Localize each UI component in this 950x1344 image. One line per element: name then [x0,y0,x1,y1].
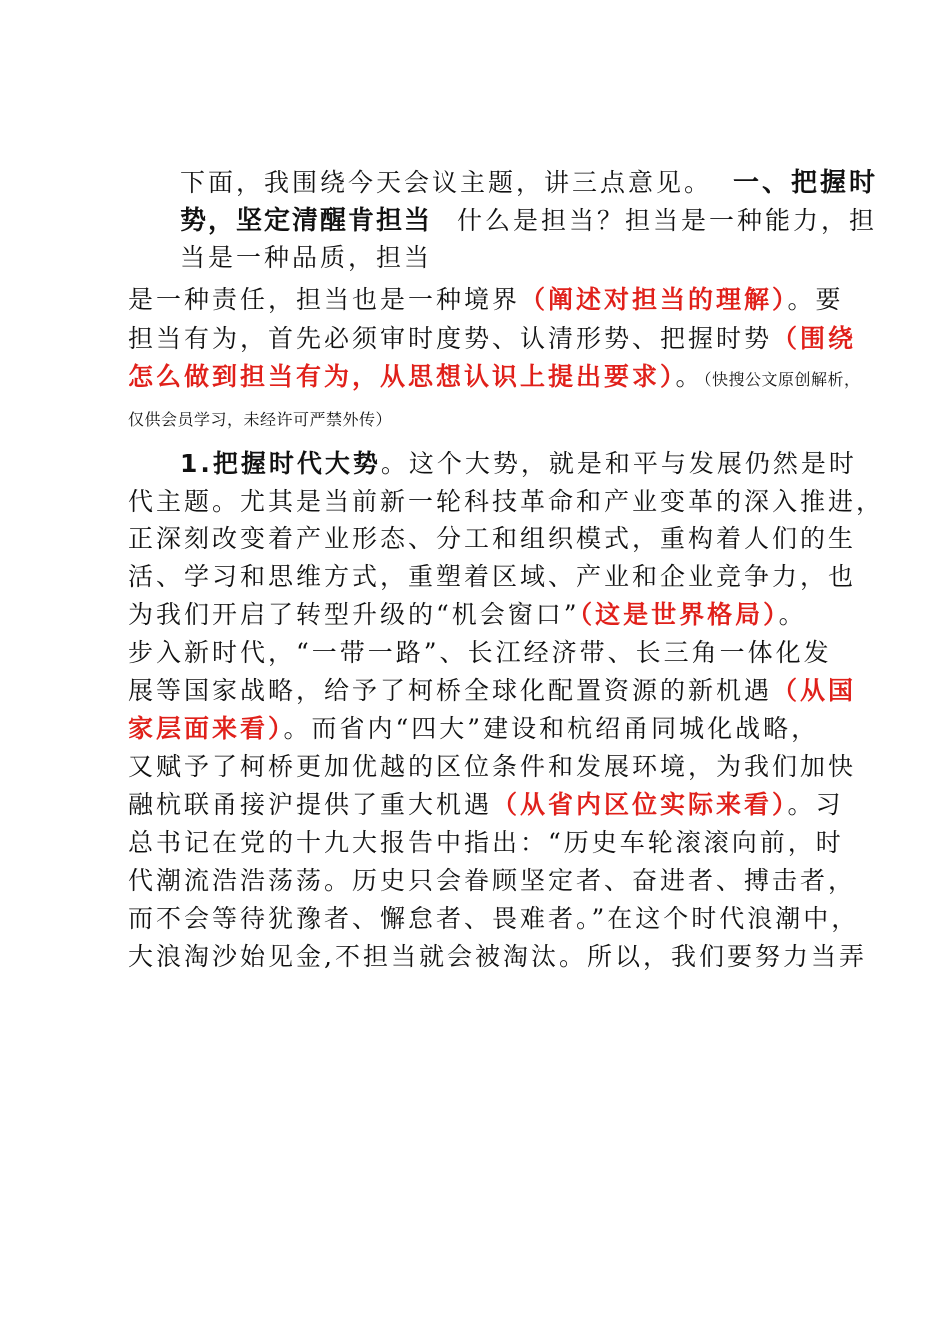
p2-line-12-text: 代潮流浩浩荡荡。历史只会眷顾坚定者、奋进者、搏击者， [128,866,857,895]
p2-line-12 [128,863,856,899]
annotation-national-level-part1: （从国 [772,676,857,705]
p2-line-1-text: 。这个大势，就是和平与发展仍然是时 [380,449,857,478]
p2-line-4-text: 活、学习和思维方式，重塑着区域、产业和企业竞争力，也 [128,562,857,591]
p2-line-8-text: 。而省内“四大”建设和杭绍甬同城化战略， [283,714,820,743]
p1-line-6 [128,359,861,398]
section-heading-1-part1: 一、把握时 [732,168,878,198]
p2-line-10 [128,787,844,823]
copyright-note-part1: （快搜公文原创解析， [703,370,861,389]
section-heading-1-part2: 势，坚定清醒肯担当 [180,206,433,236]
p2-line-10-text: 融杭联甬接沪提供了重大机遇 [128,790,493,819]
p2-line-13 [128,901,859,937]
p2-line-3 [128,521,856,557]
p2-line-4 [128,559,856,595]
p1-line-2 [180,203,877,239]
p1-line-3 [180,240,432,276]
p2-line-5-tail: 。 [778,600,807,629]
annotation-world-pattern: （这是世界格局） [579,600,779,629]
p2-line-7-text: 展等国家战略，给予了柯桥全球化配置资源的新机遇 [128,676,773,705]
annotation-requirements-part2: 怎么做到担当有为，从思想认识上提出要求） [128,362,676,391]
p2-line-2-text: 代主题。尤其是当前新一轮科技革命和产业变革的深入推进， [128,487,885,516]
p2-line-1 [180,446,857,482]
annotation-requirements-part1: （围绕 [772,324,857,353]
annotation-national-level-part2: 家层面来看） [128,714,284,743]
p1-intro-text: 下面，我围绕今天会议主题，讲三点意见。 [180,168,713,197]
p2-line-2 [128,484,884,520]
p1-line-4 [128,282,844,318]
p1-line-4-tail: 。要 [787,285,844,314]
p1-line-6-text: 。 [675,362,704,391]
copyright-note-part2: 仅供会员学习，未经许可严禁外传） [128,410,393,429]
p2-line-8 [128,711,819,747]
p2-line-9-text: 又赋予了柯桥更加优越的区位条件和发展环境，为我们加快 [128,752,857,781]
subsection-heading-1: 1.把握时代大势 [180,449,381,478]
p2-line-13-text: 而不会等待犹豫者、懈怠者、畏难者。”在这个时代浪潮中， [128,904,860,933]
p1-line-1 [180,165,878,201]
p1-line-7 [128,402,392,438]
p1-line-2-text: 什么是担当？担当是一种能力，担 [456,206,877,235]
annotation-understanding: （阐述对担当的理解） [520,285,788,314]
p2-line-6-text: 步入新时代，“一带一路”、长江经济带、长三角一体化发 [128,638,832,667]
p2-line-14 [128,939,867,975]
p1-line-5 [128,321,856,357]
p2-line-14-text: 大浪淘沙始见金,不担当就会被淘汰。所以，我们要努力当弄 [128,942,867,971]
p1-line-5-text: 担当有为，首先必须审时度势、认清形势、把握时势 [128,324,773,353]
p2-line-11-text: 总书记在党的十九大报告中指出：“历史车轮滚滚向前，时 [128,828,844,857]
p2-line-5 [128,597,807,633]
p1-line-4-text: 是一种责任，担当也是一种境界 [128,285,521,314]
p2-line-9 [128,749,856,785]
annotation-provincial-level: （从省内区位实际来看） [492,790,788,819]
p2-line-7 [128,673,856,709]
p2-line-6 [128,635,832,671]
p2-line-5-text: 为我们开启了转型升级的“机会窗口” [128,600,580,629]
p2-line-3-text: 正深刻改变着产业形态、分工和组织模式，重构着人们的生 [128,524,857,553]
p2-line-10-tail: 。习 [787,790,844,819]
p1-line-3-text: 当是一种品质，担当 [180,243,433,272]
p2-line-11 [128,825,844,861]
